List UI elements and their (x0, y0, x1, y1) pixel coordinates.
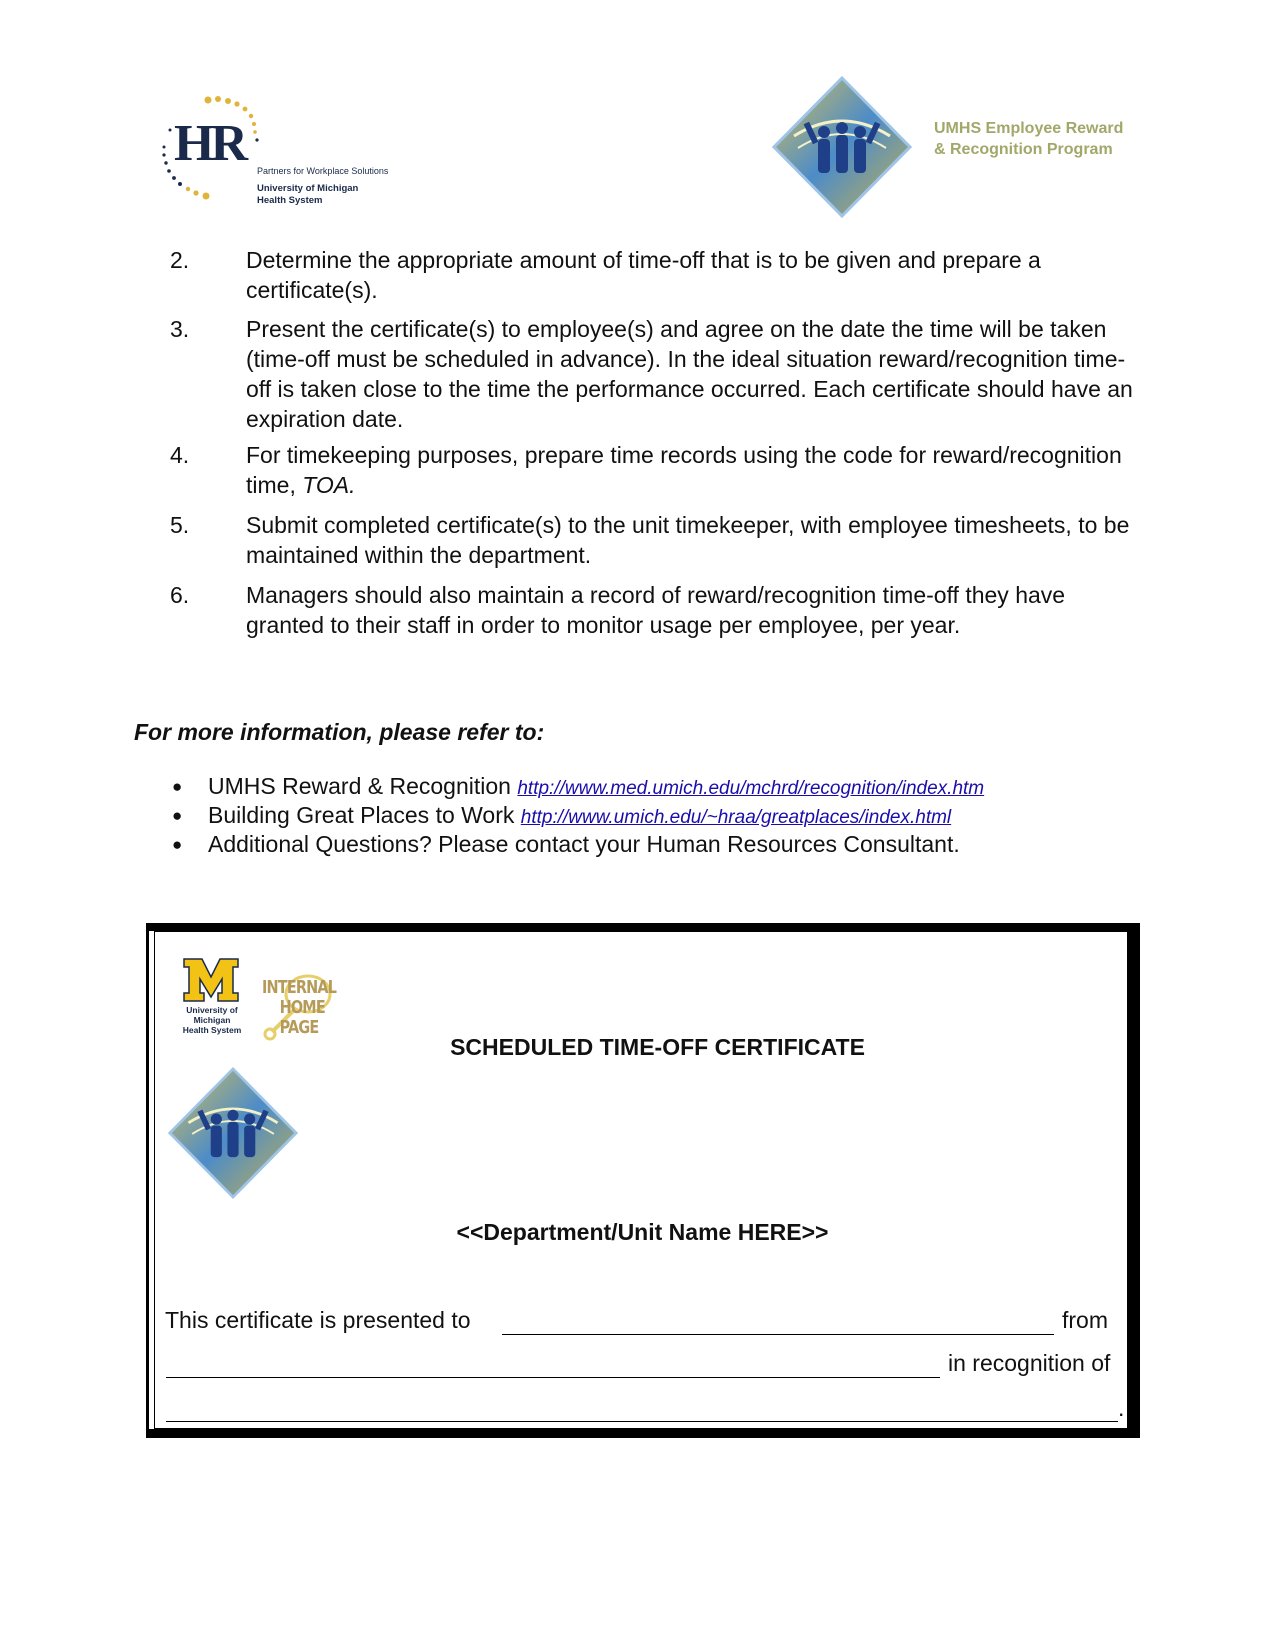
internal-home-page-logo (258, 970, 358, 1042)
certificate-border-right (1128, 926, 1137, 1435)
step-text: Submit completed certificate(s) to the unit timekeeper, with employee timesheets, to be maintained within the department. (246, 512, 1130, 568)
step-number: 2. (170, 247, 190, 273)
recognition-link[interactable]: http://www.med.umich.edu/mchrd/recognition/index.htm (517, 778, 985, 799)
more-info-heading: For more information, please refer to: (134, 719, 545, 745)
hr-letters: HR (174, 115, 244, 172)
recognition-reason-blank-line[interactable] (166, 1421, 1118, 1422)
ihp-line1: INTERNAL (262, 977, 337, 998)
m-logo-caption-1: University of Michigan (186, 1005, 238, 1025)
certificate-title: SCHEDULED TIME-OFF CERTIFICATE (450, 1034, 865, 1060)
step-text: Managers should also maintain a record of reward/recognition time-off they have granted to their staff in order to monitor usage per employee, per year. (246, 582, 1066, 638)
step-text (246, 440, 1146, 500)
bullet-dot: ● (172, 835, 183, 854)
step-code: TOA. (302, 472, 356, 498)
step-text-main: For timekeeping purposes, prepare time records using the code for reward/recognition time, (246, 442, 1122, 498)
step-text: Present the certificate(s) to employee(s) and agree on the date the time will be taken (time-off must be scheduled in advance). In the ideal situation reward/recognition time-off is taken close to the time the performance occurred. Each certificate should have an expiration date. (246, 316, 1133, 432)
reward-program-line1: UMHS Employee Reward (934, 120, 1124, 137)
in-recognition-label: in recognition of (948, 1350, 1111, 1376)
recipient-blank-line[interactable] (502, 1334, 1054, 1335)
m-logo-caption (172, 1005, 252, 1035)
reward-program-title (934, 118, 1123, 160)
reward-program-logo (772, 76, 912, 218)
step-number: 4. (170, 442, 190, 468)
presenter-blank-line[interactable] (166, 1377, 940, 1378)
ihp-text (262, 978, 339, 1038)
great-places-link[interactable]: http://www.umich.edu/~hraa/greatplaces/index.html (520, 807, 952, 828)
step-number: 6. (170, 582, 190, 608)
bullet-text: UMHS Reward & Recognition (208, 773, 518, 799)
final-period: . (1118, 1395, 1125, 1421)
step-number: 5. (170, 512, 190, 538)
hr-logo (150, 92, 420, 217)
bullet-text: Building Great Places to Work (208, 802, 521, 828)
hr-health-system: Health System (257, 195, 323, 206)
m-logo-caption-2: Health System (182, 1025, 242, 1035)
hr-university: University of Michigan (257, 183, 359, 194)
step-number: 3. (170, 316, 190, 342)
certificate-border-bottom (149, 1429, 1137, 1435)
department-name: <<Department/Unit Name HERE>> (456, 1219, 829, 1245)
ihp-line2: HOME PAGE (279, 997, 325, 1038)
step-text: Determine the appropriate amount of time-off that is to be given and prepare a certificate(s). (246, 247, 1041, 303)
certificate-reward-logo (168, 1063, 298, 1203)
bullet-dot: ● (172, 806, 183, 825)
bullet-text: Additional Questions? Please contact your Human Resources Consultant. (208, 831, 960, 857)
reward-program-line2: & Recognition Program (934, 141, 1113, 158)
presented-to-label: This certificate is presented to (165, 1307, 471, 1333)
bullet-dot: ● (172, 777, 183, 796)
from-label: from (1062, 1307, 1108, 1333)
hr-tagline: Partners for Workplace Solutions (257, 166, 389, 176)
